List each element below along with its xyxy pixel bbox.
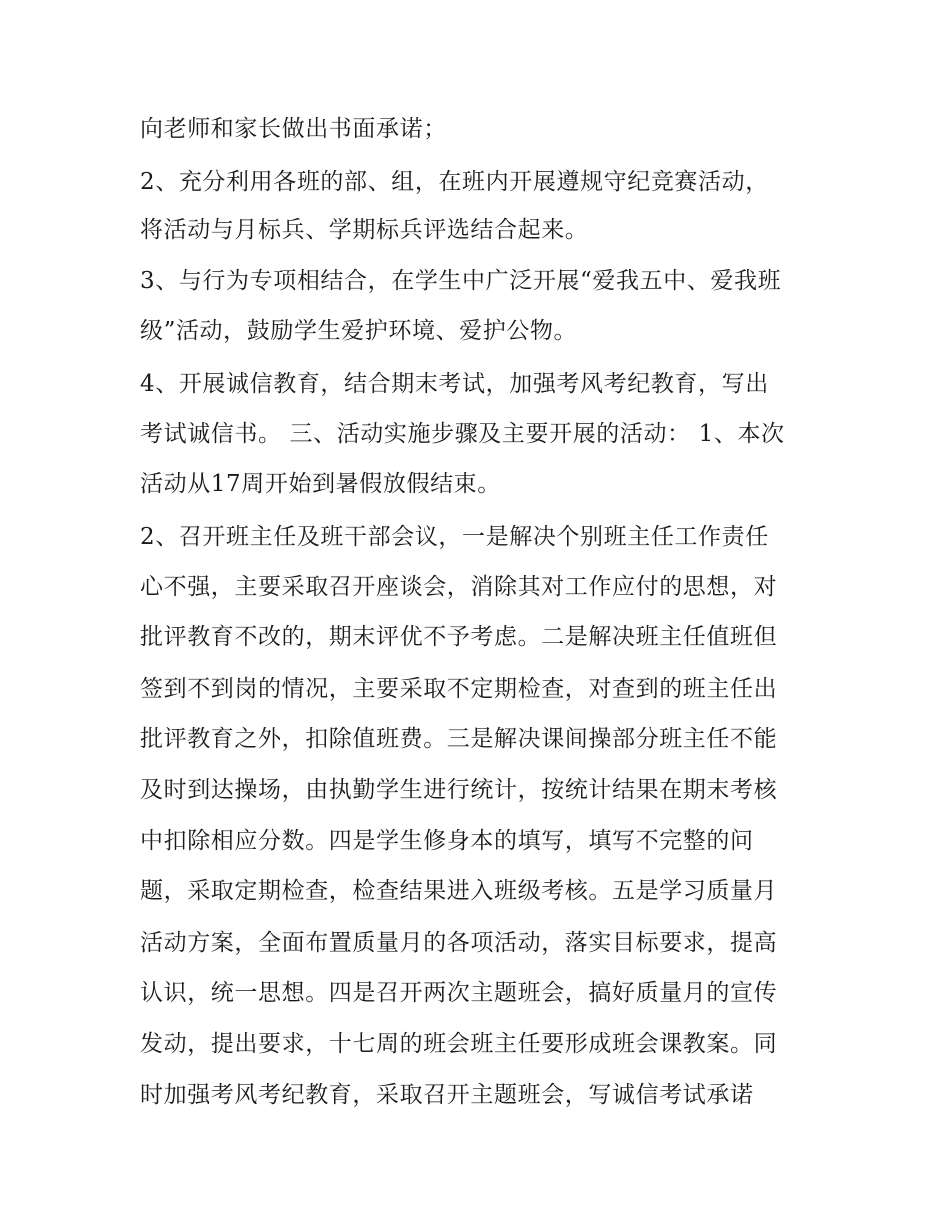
text-line: 时加强考风考纪教育，采取召开主题班会，写诚信考试承诺 [140, 1082, 754, 1108]
text-line: 心不强，主要采取召开座谈会，消除其对工作应付的思想，对 [140, 574, 778, 600]
text-line: 向老师和家长做出书面承诺； [140, 116, 447, 142]
text-line: 签到不到岗的情况，主要采取不定期检查，对查到的班主任出 [140, 676, 778, 702]
text-line: 批评教育之外，扣除值班费。三是解决课间操部分班主任不能 [140, 726, 778, 752]
text-line: 2、充分利用各班的部、组，在班内开展遵规守纪竞赛活动， [140, 169, 769, 195]
text-line: 考试诚信书。 三、活动实施步骤及主要开展的活动： 1、本次 [140, 421, 785, 447]
text-line: 题，采取定期检查，检查结果进入班级考核。五是学习质量月 [140, 878, 778, 904]
text-line: 2、召开班主任及班干部会议，一是解决个别班主任工作责任 [140, 524, 769, 550]
text-line: 认识，统一思想。四是召开两次主题班会，搞好质量月的宣传 [140, 980, 778, 1006]
text-line: 活动方案，全面布置质量月的各项活动，落实目标要求，提高 [140, 930, 778, 956]
text-line: 级”活动，鼓励学生爱护环境、爱护公物。 [140, 318, 578, 344]
text-line: 4、开展诚信教育，结合期末考试，加强考风考纪教育，写出 [140, 371, 769, 397]
text-line: 中扣除相应分数。四是学生修身本的填写，填写不完整的问 [140, 828, 754, 854]
text-line: 将活动与月标兵、学期标兵评选结合起来。 [140, 217, 589, 243]
text-line: 发动，提出要求，十七周的班会班主任要形成班会课教案。同 [140, 1031, 778, 1057]
text-line: 活动从17周开始到暑假放假结束。 [140, 471, 501, 497]
text-line: 及时到达操场，由执勤学生进行统计，按统计结果在期末考核 [140, 777, 778, 803]
text-line: 3、与行为专项相结合，在学生中广泛开展“爱我五中、爱我班 [140, 268, 782, 294]
text-line: 批评教育不改的，期末评优不予考虑。二是解决班主任值班但 [140, 624, 778, 650]
